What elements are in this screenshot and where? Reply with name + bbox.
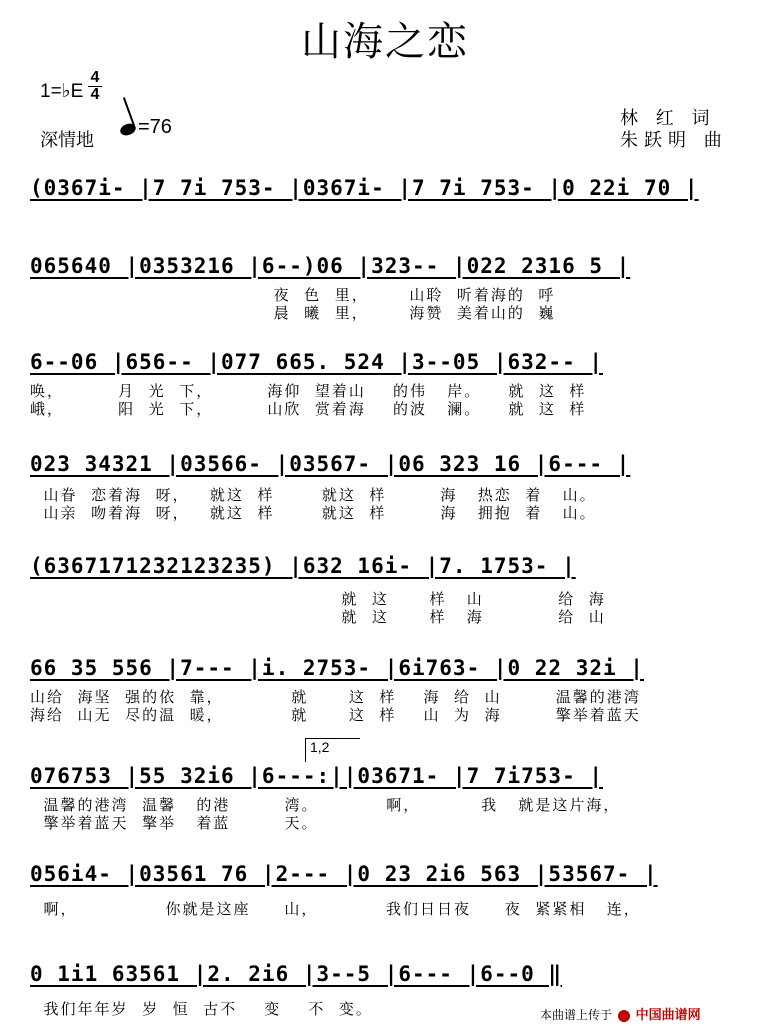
composer: 朱跃明 曲	[620, 130, 728, 151]
notation-line: 66 35 556 |7--- |i. 2753- |6i763- |0 22 32i |	[30, 656, 644, 680]
lyric-verse-2: 海给 山无 尽的温 暖， 就 这 样 山 为 海 擎举着蓝天	[30, 706, 641, 724]
tempo-marking	[120, 116, 172, 139]
time-signature-bottom: 4	[88, 86, 102, 103]
time-signature-top: 4	[90, 69, 100, 86]
upload-credit	[540, 1004, 701, 1023]
lyric-verse-2: 晨 曦 里， 海赞 美着山的 巍	[30, 304, 556, 322]
tempo-value: =76	[138, 116, 172, 138]
notation-line: 076753 |55 32i6 |6---:||03671- |7 7i753- |	[30, 764, 604, 788]
credits	[620, 108, 728, 152]
lyric-verse-1: 山眷 恋着海 呀， 就这 样 就这 样 海 热恋 着 山。	[30, 486, 597, 504]
lyric-verse-1: 啊， 你就是这座 山， 我们日日夜 夜 紧紧相 连，	[30, 900, 641, 918]
lyric-verse-2: 山亲 吻着海 呀， 就这 样 就这 样 海 拥抱 着 山。	[30, 504, 597, 522]
time-signature	[88, 70, 102, 103]
notation-line: (0367i- |7 7i 753- |0367i- |7 7i 753- |0 22i 70 |	[30, 176, 699, 200]
notation-line: 6--06 |656-- |077 665. 524 |3--05 |632-- |	[30, 350, 604, 374]
lyric-verse-1: 山给 海坚 强的依 靠， 就 这 样 海 给 山 温馨的港湾	[30, 688, 641, 706]
lyric-verse-1: 就 这 样 山 给 海	[30, 590, 606, 608]
lyric-verse-1: 温馨的港湾 温馨 的港 湾。 啊， 我 就是这片海，	[30, 796, 621, 814]
lyricist: 林 红 词	[620, 108, 716, 129]
notation-line: 056i4- |03561 76 |2--- |0 23 2i6 563 |53567- |	[30, 862, 658, 886]
lyric-verse-2: 擎举着蓝天 擎举 着蓝 天。	[30, 814, 319, 832]
lyric-verse-1: 唤， 月 光 下， 海仰 望着山 的伟 岸。 就 这 样	[30, 382, 587, 400]
lyric-verse-2: 就 这 样 海 给 山	[30, 608, 606, 626]
quarter-note-icon	[119, 122, 138, 138]
notation-line: 0 1i1 63561 |2. 2i6 |3--5 |6--- |6--0 ‖	[30, 962, 563, 986]
upload-credit-text: 本曲谱上传于	[540, 1008, 613, 1022]
notation-line: 023 34321 |03566- |03567- |06 323 16 |6--- |	[30, 452, 631, 476]
volta-bracket: 1,2	[305, 738, 360, 762]
expression-marking: 深情地	[40, 130, 94, 151]
site-name: 中国曲谱网	[635, 1008, 701, 1023]
lyric-verse-1: 夜 色 里， 山聆 听着海的 呼	[30, 286, 556, 304]
notation-line: (6367171232123235) |632 16i- |7. 1753- |	[30, 554, 576, 578]
notation-line: 065640 |0353216 |6--)06 |323-- |022 2316 5 |	[30, 254, 631, 278]
lyric-verse-2: 峨， 阳 光 下， 山欣 赏着海 的波 澜。 就 这 样	[30, 400, 587, 418]
key-signature: 1=♭E	[40, 81, 84, 102]
lyric-verse-1: 我们年年岁 岁 恒 古不 变 不 变。	[30, 1000, 373, 1018]
song-title: 山海之恋	[301, 19, 469, 65]
site-logo-icon	[618, 1010, 630, 1022]
